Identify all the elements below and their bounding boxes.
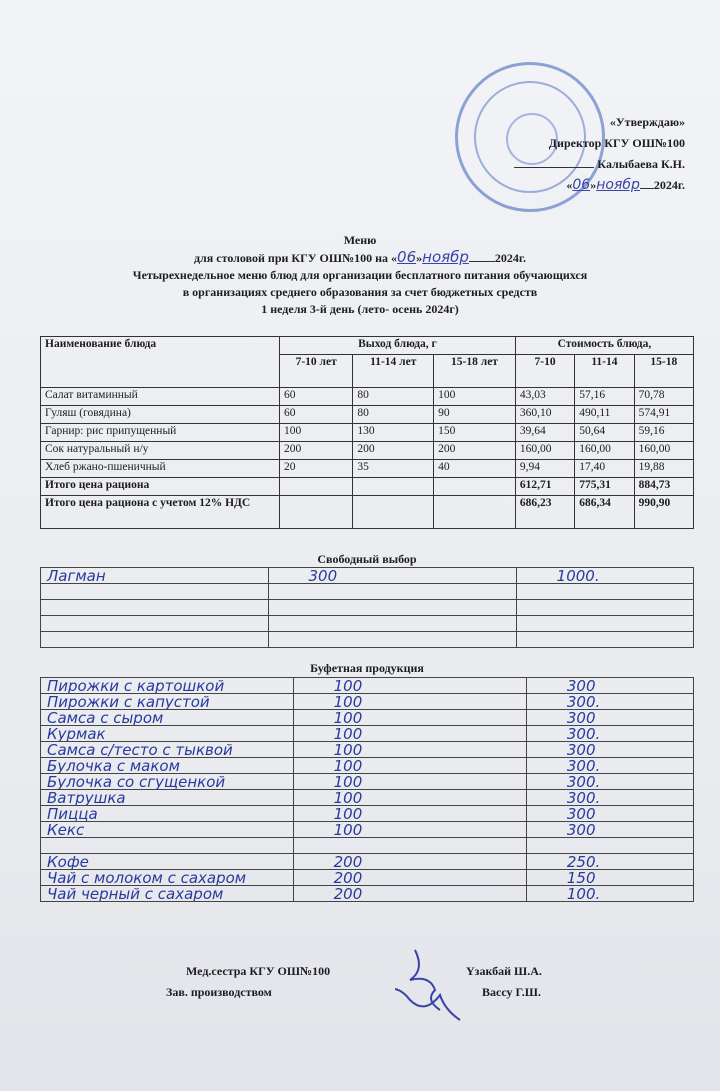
item-name: Ватрушка xyxy=(41,790,294,806)
item-name: Лагман xyxy=(41,568,269,584)
age-group: 11-14 лет xyxy=(353,355,434,388)
list-item xyxy=(41,806,694,822)
col-cost: Стоимость блюда, xyxy=(515,337,693,355)
menu-title: Меню xyxy=(343,233,377,247)
item-price: 300 xyxy=(526,822,693,838)
list-item xyxy=(41,568,694,584)
menu-date-line: для столовой при КГУ ОШ№100 на «06»ноябр 2024г. xyxy=(193,248,527,266)
item-price: 300. xyxy=(526,694,693,710)
item-weight xyxy=(268,632,516,648)
menu-subtitle-1: Четырехнедельное меню блюд для организации бесплатного питания обучающихся xyxy=(132,268,588,282)
manager-name: Вассу Г.Ш. xyxy=(482,985,541,999)
list-item xyxy=(41,822,694,838)
col-output: Выход блюда, г xyxy=(280,337,516,355)
list-item xyxy=(41,854,694,870)
item-price: 300. xyxy=(526,774,693,790)
item-weight: 200 xyxy=(293,886,526,902)
item-name: Кекс xyxy=(41,822,294,838)
list-item xyxy=(41,886,694,902)
menu-subtitle-2: в организациях среднего образования за счет бюджетных средств xyxy=(182,285,538,299)
list-item xyxy=(41,870,694,886)
approval-date-day: 06 xyxy=(572,177,591,193)
item-weight xyxy=(268,600,516,616)
total-row: Итого цена рациона 612,71 775,31 884,73 xyxy=(41,478,694,496)
item-price: 300 xyxy=(526,710,693,726)
approval-date-month: ноябр xyxy=(596,177,640,193)
list-item xyxy=(41,774,694,790)
item-price: 250. xyxy=(526,854,693,870)
list-item xyxy=(41,584,694,600)
item-price: 300. xyxy=(526,726,693,742)
age-group: 7-10 лет xyxy=(280,355,353,388)
item-weight: 100 xyxy=(293,694,526,710)
item-weight xyxy=(268,584,516,600)
item-name: Кофе xyxy=(41,854,294,870)
free-choice-title: Свободный выбор xyxy=(317,552,417,566)
item-name xyxy=(41,838,294,854)
item-name: Пицца xyxy=(41,806,294,822)
list-item xyxy=(41,678,694,694)
item-weight: 100 xyxy=(293,758,526,774)
buffet-title: Буфетная продукция xyxy=(310,661,424,675)
item-name: Чай черный с сахаром xyxy=(41,886,294,902)
list-item xyxy=(41,616,694,632)
list-item xyxy=(41,742,694,758)
cost-group: 15-18 xyxy=(634,355,693,388)
cost-group: 7-10 xyxy=(515,355,574,388)
approval-block xyxy=(514,112,685,196)
item-weight: 100 xyxy=(293,806,526,822)
manager-label: Зав. производством xyxy=(166,985,272,999)
item-weight: 100 xyxy=(293,742,526,758)
list-item xyxy=(41,600,694,616)
item-name: Пирожки с капустой xyxy=(41,694,294,710)
nurse-label: Мед.сестра КГУ ОШ№100 xyxy=(186,964,331,978)
item-name xyxy=(41,584,269,600)
menu-subtitle-3: 1 неделя 3-й день (лето- осень 2024г) xyxy=(261,302,459,316)
free-choice-table xyxy=(40,567,694,648)
buffet-table xyxy=(40,677,694,902)
approval-line2: Директор КГУ ОШ№100 xyxy=(548,136,685,150)
item-price xyxy=(516,584,693,600)
item-name: Курмак xyxy=(41,726,294,742)
approval-line1: «Утверждаю» xyxy=(609,115,685,129)
item-price: 1000. xyxy=(516,568,693,584)
item-price: 100. xyxy=(526,886,693,902)
list-item xyxy=(41,758,694,774)
age-group: 15-18 лет xyxy=(434,355,516,388)
item-name: Пирожки с картошкой xyxy=(41,678,294,694)
item-name xyxy=(41,600,269,616)
item-name: Чай с молоком с сахаром xyxy=(41,870,294,886)
table-row: Сок натуральный н/у 200 200 200 160,00 160,00 160,00 xyxy=(41,442,694,460)
approval-line3: Калыбаева К.Н. xyxy=(514,154,685,175)
list-item xyxy=(41,838,694,854)
item-weight xyxy=(268,616,516,632)
cost-group: 11-14 xyxy=(575,355,634,388)
approval-date: «06»ноябр 2024г. xyxy=(566,177,685,193)
list-item xyxy=(41,790,694,806)
item-weight xyxy=(293,838,526,854)
nurse-name: Үзакбай Ш.А. xyxy=(466,964,542,978)
item-weight: 100 xyxy=(293,822,526,838)
item-weight: 100 xyxy=(293,774,526,790)
item-price: 300 xyxy=(526,678,693,694)
item-price: 150 xyxy=(526,870,693,886)
list-item xyxy=(41,632,694,648)
menu-date-day: 06 xyxy=(397,248,417,266)
list-item xyxy=(41,710,694,726)
item-price: 300 xyxy=(526,742,693,758)
item-price: 300. xyxy=(526,758,693,774)
table-row: Хлеб ржано-пшеничный 20 35 40 9,94 17,40 19,88 xyxy=(41,460,694,478)
item-name: Булочка со сгущенкой xyxy=(41,774,294,790)
menu-date-month: ноябр xyxy=(422,248,469,266)
item-price xyxy=(526,838,693,854)
item-weight: 200 xyxy=(293,854,526,870)
item-weight: 100 xyxy=(293,726,526,742)
item-name: Самса с/тесто с тыквой xyxy=(41,742,294,758)
item-price xyxy=(516,616,693,632)
list-item xyxy=(41,726,694,742)
item-price xyxy=(516,600,693,616)
item-price xyxy=(516,632,693,648)
item-weight: 200 xyxy=(293,870,526,886)
item-name xyxy=(41,632,269,648)
item-name: Самса с сыром xyxy=(41,710,294,726)
item-price: 300 xyxy=(526,806,693,822)
table-row: Гуляш (говядина) 60 80 90 360,10 490,11 574,91 xyxy=(41,406,694,424)
vat-total-row: Итого цена рациона с учетом 12% НДС 686,23 686,34 990,90 xyxy=(41,496,694,529)
item-name xyxy=(41,616,269,632)
item-price: 300. xyxy=(526,790,693,806)
col-dish-name: Наименование блюда xyxy=(41,337,280,388)
table-row: Гарнир: рис припущенный 100 130 150 39,64 50,64 59,16 xyxy=(41,424,694,442)
menu-table xyxy=(40,336,694,529)
table-row: Салат витаминный 60 80 100 43,03 57,16 70,78 xyxy=(41,388,694,406)
item-name: Булочка с маком xyxy=(41,758,294,774)
menu-header xyxy=(40,232,680,318)
item-weight: 100 xyxy=(293,678,526,694)
list-item xyxy=(41,694,694,710)
item-weight: 100 xyxy=(293,710,526,726)
item-weight: 100 xyxy=(293,790,526,806)
signature-image xyxy=(395,940,465,1030)
item-weight: 300 xyxy=(268,568,516,584)
